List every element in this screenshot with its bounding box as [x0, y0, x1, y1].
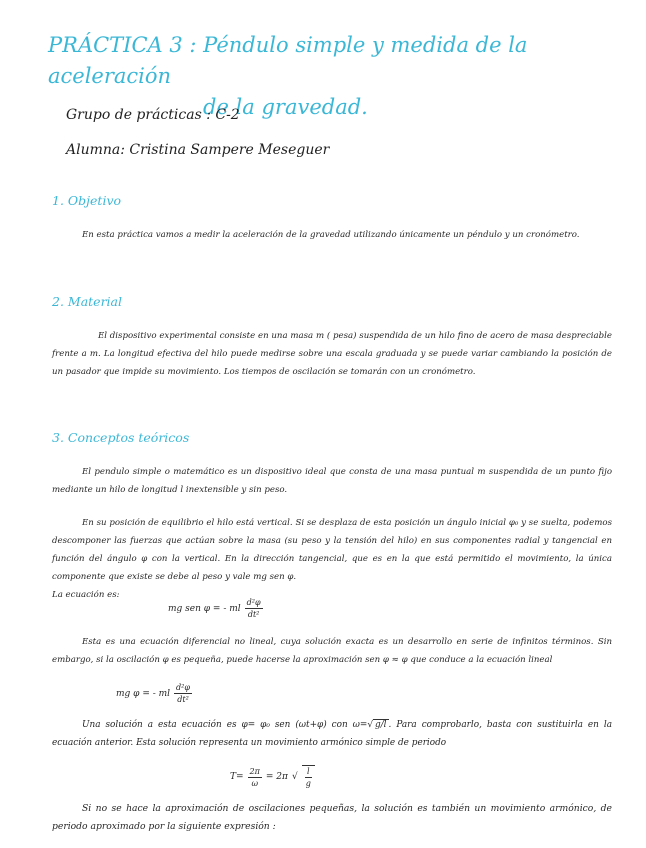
equation-intro: La ecuación es:	[52, 590, 120, 600]
equation-3-sqrt-fraction	[302, 765, 315, 789]
paragraph-conceptos-1-text: El pendulo simple o matemático es un dispositivo ideal que consta de una masa puntual m suspendida de un punto fijo mediante un hilo de longitud l inextensible y sin peso.	[52, 467, 612, 495]
paragraph-conceptos-5-text: Si no se hace la aproximación de oscilaciones pequeñas, la solución es también un movimiento armónico, de periodo aproximado por la siguiente expresión :	[52, 803, 612, 832]
equation-1-num: d²φ	[246, 598, 261, 607]
section-heading-objetivo: 1. Objetivo	[52, 193, 122, 208]
paragraph-material-text: El dispositivo experimental consiste en una masa m ( pesa) suspendida de un hilo fino de acero de masa despreciable frente a m. La longitud efectiva del hilo puede medirse sobre una escala graduada y se puede variar cambiando la posición de un pasador que impide su movimiento. Los tiempos de oscilación se tomarán con un cronómetro.	[52, 331, 612, 377]
paragraph-conceptos-4-text-b: . Para comprobarlo, basta con sustituirla en la ecuación anterior. Esta solución representa un movimiento armónico simple de periodo	[52, 720, 612, 748]
equation-pendulum-nonlinear	[168, 597, 263, 620]
paragraph-conceptos-5	[52, 800, 612, 836]
equation-3-den: ω	[251, 778, 258, 788]
equation-3-fraction	[248, 766, 262, 789]
equation-period: T= $\frac{2\pi}{\omega}$ = 2π √ $\frac{l}{g}$	[230, 765, 315, 789]
paragraph-objetivo	[52, 226, 608, 244]
equation-2-fraction	[174, 682, 192, 705]
student-label: Alumna: Cristina Sampere Meseguer	[66, 142, 330, 158]
equation-1-den: dt²	[247, 610, 260, 619]
title-line-2: de la gravedad.	[203, 95, 368, 119]
equation-1-fraction	[245, 597, 263, 620]
paragraph-material	[52, 327, 612, 381]
equation-2-lhs: mg φ = - ml	[116, 688, 171, 699]
paragraph-conceptos-2	[52, 514, 612, 604]
paragraph-conceptos-3	[52, 633, 612, 669]
omega-sqrt: g/l	[375, 720, 387, 730]
paragraph-conceptos-4: Una solución a esta ecuación es φ= φ₀ sen (ωt+φ) con ω=√ g/l . Para comprobarlo, basta con sustituirla en la ecuación anterior. Esta solución representa un movimiento armónico simple de periodo	[52, 720, 612, 748]
paragraph-conceptos-2-text: En su posición de equilibrio el hilo está vertical. Si se desplaza de esta posición un ángulo inicial φ₀ y se suelta, podemos descomponer las fuerzas que actúan sobre la masa (su peso y la tensión del hilo) en sus componentes radial y tangencial en función del ángulo φ con la vertical. En la dirección tangencial, que es en la que está permitido el movimiento, la única componente que existe se debe al peso y vale mg sen φ.	[52, 518, 612, 582]
title-line-1: PRÁCTICA 3 : Péndulo simple y medida de la aceleración	[48, 33, 528, 88]
group-label: Grupo de prácticas : C-2	[66, 107, 240, 123]
equation-pendulum-linear	[116, 682, 192, 705]
paragraph-conceptos-4-text-a: Una solución a esta ecuación es φ= φ₀ sen (ωt+φ) con ω=	[82, 720, 368, 730]
equation-2-den: dt²	[177, 695, 189, 704]
equation-2-num: d²φ	[176, 683, 190, 692]
paragraph-conceptos-1	[52, 463, 612, 499]
equation-1-lhs: mg sen φ = - ml	[168, 603, 241, 614]
paragraph-objetivo-text: En esta práctica vamos a medir la aceleración de la gravedad utilizando únicamente un péndulo y un cronómetro.	[82, 230, 580, 240]
paragraph-conceptos-3-text: Esta es una ecuación diferencial no lineal, cuya solución exacta es un desarrollo en serie de infinitos términos. Sin embargo, si la oscilación φ es pequeña, puede hacerse la aproximación sen φ ≈ φ que conduce a la ecuación lineal	[52, 637, 612, 665]
equation-3-sqrt-num: l	[306, 767, 310, 776]
section-heading-conceptos: 3. Conceptos teóricos	[52, 430, 190, 445]
section-heading-material: 2. Material	[52, 294, 122, 309]
equation-3-sqrt-den: g	[305, 779, 311, 788]
equation-3-mid: = 2π	[265, 772, 288, 782]
equation-3-num: 2π	[249, 766, 260, 776]
equation-3-lhs: T=	[230, 772, 244, 782]
